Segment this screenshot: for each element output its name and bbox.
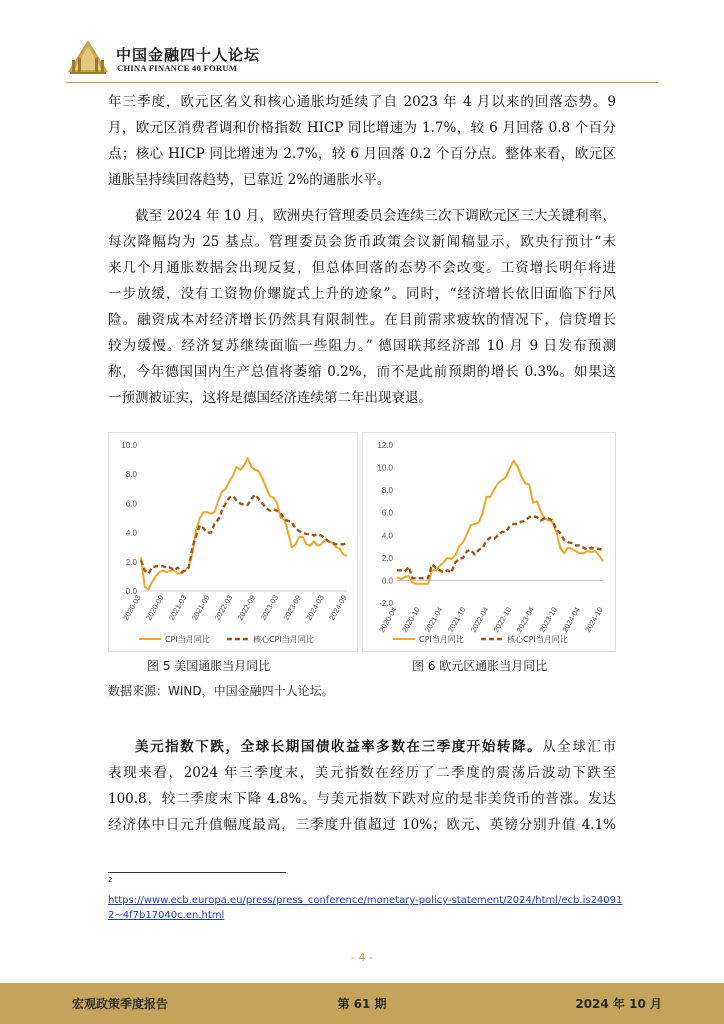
x-tick-label: 2024-04 bbox=[560, 605, 582, 634]
text-line: 点；核心 HICP 同比增速为 2.7%，较 6 月回落 0.2 个百分点。整体来看，欧元区 bbox=[108, 146, 616, 162]
org-name-cn: 中国金融四十人论坛 bbox=[116, 46, 261, 64]
x-tick-label: 2020-04 bbox=[377, 605, 399, 634]
text-line: 100.8，较二季度末下降 4.8%。与美元指数下跌对应的是非美货币的普涨。发达 bbox=[108, 791, 616, 807]
figure-caption-us: 图 5 美国通胀当月同比 bbox=[147, 659, 271, 673]
text-line: 称，今年德国国内生产总值将萎缩 0.2%，而不是此前预期的增长 0.3%。如果这 bbox=[108, 364, 616, 380]
x-tick-label: 2022-03 bbox=[212, 593, 235, 622]
footnote-link[interactable]: https://www.ecb.europa.eu/press/press_conference/monetary-policy-statement/2024/html/ecb.is240912~4f7b17040c.en.html bbox=[108, 895, 623, 921]
y-tick-label: 2.0 bbox=[125, 557, 137, 567]
y-tick-label: 4.0 bbox=[125, 528, 137, 538]
page-header bbox=[66, 38, 306, 78]
y-tick-label: 10.0 bbox=[377, 463, 393, 473]
core-cpi-series-line bbox=[397, 516, 603, 578]
footer-report-name: 宏观政策季度报告 bbox=[72, 997, 169, 1011]
legend-label-cpi: CPI当月同比 bbox=[165, 635, 210, 644]
forum-logo-icon bbox=[66, 38, 110, 76]
text-line: 年三季度，欧元区名义和核心通胀均延续了自 2023 年 4 月以来的回落态势。9 bbox=[108, 94, 616, 110]
x-tick-label: 2020-10 bbox=[400, 605, 422, 634]
x-tick-label: 2024-03 bbox=[304, 593, 326, 622]
x-tick-label: 2023-04 bbox=[514, 605, 537, 634]
y-tick-label: 0.0 bbox=[125, 587, 137, 596]
text-line: 截至 2024 年 10 月，欧洲央行管理委员会连续三次下调欧元区三大关键利率， bbox=[135, 208, 616, 224]
header-divider bbox=[66, 82, 658, 83]
page-number: - 4 - bbox=[351, 951, 373, 964]
x-tick-label: 2024-10 bbox=[583, 605, 605, 634]
text-span: 从全球汇市 bbox=[542, 739, 616, 755]
y-tick-label: 0.0 bbox=[381, 576, 393, 586]
x-tick-label: 2021-04 bbox=[422, 605, 445, 634]
paragraph-eurozone-inflation bbox=[108, 89, 616, 193]
text-line: 一预测被证实，这将是德国经济连续第二年出现衰退。 bbox=[108, 390, 432, 406]
x-tick-label: 2022-09 bbox=[235, 593, 258, 622]
text-line: 每次降幅均为 25 基点。管理委员会货币政策会议新闻稿显示，欧央行预计“未 bbox=[108, 234, 616, 250]
text-line: 月，欧元区消费者调和价格指数 HICP 同比增速为 1.7%，较 6 月回落 0.8 个百分 bbox=[108, 120, 616, 136]
legend-label-core: 核心CPI当月同比 bbox=[507, 635, 568, 644]
y-tick-label: 10.0 bbox=[121, 441, 137, 450]
x-tick-label: 2020-03 bbox=[121, 593, 143, 622]
x-tick-label: 2021-10 bbox=[445, 605, 468, 634]
org-name-en: CHINA FINANCE 40 FORUM bbox=[117, 63, 238, 73]
footer-date: 2024 年 10 月 bbox=[575, 997, 662, 1011]
eurozone-inflation-chart bbox=[362, 432, 616, 652]
y-tick-label: 6.0 bbox=[125, 499, 137, 509]
y-tick-label: 12.0 bbox=[377, 441, 393, 450]
cpi-series-line bbox=[397, 461, 603, 584]
text-line: 险。融资成本对经济增长仍然具有限制性。在目前需求疲软的情况下，信贷增长 bbox=[108, 312, 616, 328]
x-tick-label: 2021-09 bbox=[189, 593, 212, 622]
section-heading: 美元指数下跌，全球长期国债收益率多数在三季度开始转降。 bbox=[135, 739, 543, 755]
text-line bbox=[108, 734, 616, 760]
text-line: 经济体中日元升值幅度最高，三季度升值超过 10%；欧元、英镑分别升值 4.1% bbox=[108, 817, 616, 833]
y-tick-label: 6.0 bbox=[381, 508, 393, 518]
core-cpi-series-line bbox=[141, 495, 347, 574]
y-tick-label: 4.0 bbox=[381, 531, 393, 541]
x-tick-label: 2022-04 bbox=[468, 605, 491, 634]
x-tick-label: 2022-10 bbox=[491, 605, 514, 634]
paragraph-ecb-policy bbox=[108, 203, 616, 411]
text-line: 通胀呈持续回落趋势，已靠近 2%的通胀水平。 bbox=[108, 172, 391, 188]
text-line: 来几个月通胀数据会出现反复，但总体回落的态势不会改变。工资增长明年将进 bbox=[108, 260, 616, 276]
y-tick-label: -2.0 bbox=[379, 599, 393, 608]
x-tick-label: 2020-09 bbox=[144, 593, 166, 622]
text-line: 一步放缓，没有工资物价螺旋式上升的迹象”。同时，“经济增长依旧面临下行风 bbox=[108, 286, 616, 302]
footer-issue: 第 61 期 bbox=[337, 997, 387, 1011]
figure-caption-eu: 图 6 欧元区通胀当月同比 bbox=[412, 659, 548, 673]
text-line: 表现来看，2024 年三季度末，美元指数在经历了二季度的震荡后波动下跌至 bbox=[108, 765, 616, 781]
legend-label-cpi: CPI当月同比 bbox=[419, 635, 464, 644]
paragraph-dollar-index bbox=[108, 734, 616, 838]
x-tick-label: 2021-03 bbox=[166, 593, 189, 622]
x-tick-label: 2023-09 bbox=[281, 593, 303, 622]
page-footer bbox=[0, 983, 724, 1024]
y-tick-label: 8.0 bbox=[125, 470, 137, 480]
x-tick-label: 2024-09 bbox=[327, 593, 349, 622]
footnote-number: 2 bbox=[108, 876, 113, 884]
y-tick-label: 2.0 bbox=[381, 553, 393, 563]
us-inflation-chart bbox=[108, 432, 358, 652]
legend-label-core: 核心CPI当月同比 bbox=[253, 635, 314, 644]
text-line: 较为缓慢。经济复苏继续面临一些阻力。” 德国联邦经济部 10 月 9 日发布预测 bbox=[108, 338, 616, 354]
x-tick-label: 2023-03 bbox=[258, 593, 281, 622]
data-source: 数据来源：WIND，中国金融四十人论坛。 bbox=[108, 684, 334, 698]
x-tick-label: 2023-10 bbox=[537, 605, 559, 634]
footnote-divider bbox=[108, 872, 286, 873]
y-tick-label: 8.0 bbox=[381, 486, 393, 496]
